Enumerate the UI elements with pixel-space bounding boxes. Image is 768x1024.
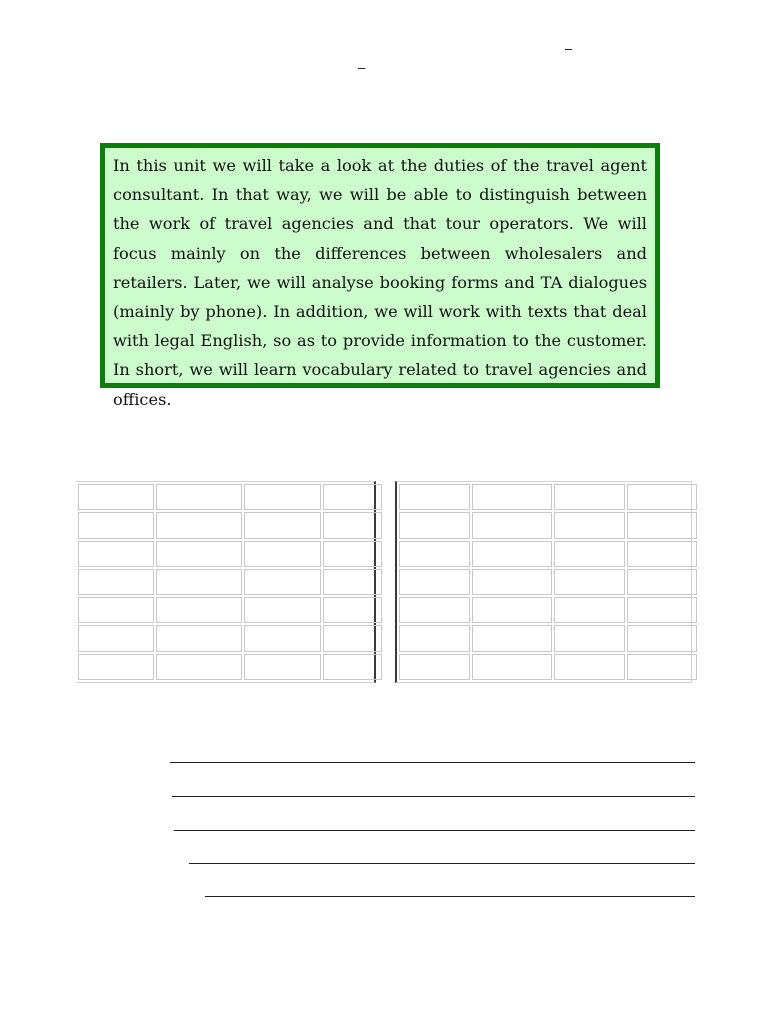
dash-mark: –	[358, 60, 366, 75]
grid-cell[interactable]	[554, 654, 625, 680]
grid-row-left	[78, 484, 382, 510]
grid-cell[interactable]	[244, 512, 321, 538]
grid-row-right	[399, 541, 697, 567]
grid-cell[interactable]	[323, 484, 382, 510]
grid-cell[interactable]	[554, 625, 625, 651]
grid-cell[interactable]	[156, 541, 242, 567]
grid-cell[interactable]	[323, 541, 382, 567]
grid-row-right	[399, 597, 697, 623]
grid-cell[interactable]	[627, 654, 697, 680]
empty-grid-right	[395, 481, 692, 683]
answer-line[interactable]	[172, 796, 695, 797]
grid-cell[interactable]	[78, 569, 154, 595]
dash-mark: –	[565, 41, 573, 56]
grid-cell[interactable]	[78, 484, 154, 510]
grid-table-left	[76, 482, 384, 682]
grid-cell[interactable]	[244, 484, 321, 510]
grid-cell[interactable]	[554, 541, 625, 567]
grid-cell[interactable]	[323, 569, 382, 595]
grid-cell[interactable]	[399, 597, 470, 623]
grid-cell[interactable]	[554, 512, 625, 538]
grid-cell[interactable]	[472, 512, 552, 538]
grid-row-left	[78, 654, 382, 680]
grid-row-left	[78, 597, 382, 623]
grid-cell[interactable]	[78, 541, 154, 567]
grid-cell[interactable]	[627, 512, 697, 538]
grid-table-right	[397, 482, 699, 682]
grid-row-left	[78, 569, 382, 595]
answer-line[interactable]	[170, 762, 695, 763]
grid-cell[interactable]	[323, 597, 382, 623]
grid-cell[interactable]	[244, 597, 321, 623]
grid-cell[interactable]	[399, 625, 470, 651]
grid-cell[interactable]	[399, 654, 470, 680]
answer-line[interactable]	[174, 830, 695, 831]
answer-line[interactable]	[189, 863, 695, 864]
empty-grid-left	[76, 481, 376, 683]
grid-cell[interactable]	[323, 625, 382, 651]
grid-cell[interactable]	[156, 625, 242, 651]
grid-cell[interactable]	[627, 484, 697, 510]
grid-cell[interactable]	[627, 625, 697, 651]
grid-cell[interactable]	[472, 654, 552, 680]
grid-cell[interactable]	[244, 625, 321, 651]
answer-line[interactable]	[205, 896, 695, 897]
grid-cell[interactable]	[472, 484, 552, 510]
grid-cell[interactable]	[627, 597, 697, 623]
grid-row-left	[78, 512, 382, 538]
grid-cell[interactable]	[627, 569, 697, 595]
grid-cell[interactable]	[554, 569, 625, 595]
grid-cell[interactable]	[78, 625, 154, 651]
grid-cell[interactable]	[244, 654, 321, 680]
grid-row-right	[399, 654, 697, 680]
grid-cell[interactable]	[472, 597, 552, 623]
grid-row-right	[399, 625, 697, 651]
grid-cell[interactable]	[323, 512, 382, 538]
grid-cell[interactable]	[554, 484, 625, 510]
grid-cell[interactable]	[244, 569, 321, 595]
grid-row-left	[78, 541, 382, 567]
grid-cell[interactable]	[399, 569, 470, 595]
grid-cell[interactable]	[156, 569, 242, 595]
grid-row-left	[78, 625, 382, 651]
grid-cell[interactable]	[156, 654, 242, 680]
grid-cell[interactable]	[627, 541, 697, 567]
grid-row-right	[399, 569, 697, 595]
grid-cell[interactable]	[472, 625, 552, 651]
grid-cell[interactable]	[156, 484, 242, 510]
unit-intro-box	[100, 143, 660, 409]
grid-cell[interactable]	[78, 597, 154, 623]
grid-cell[interactable]	[472, 541, 552, 567]
unit-intro-text: In this unit we will take a look at the duties of the travel agent consultant. In that way, we will be able to distinguish between the work of travel agencies and that tour operators. We will focus mainly on the differences between wholesalers and retailers. Later, we will analyse booking forms and TA dialogues (mainly by phone). In addition, we will work with texts that deal with legal English, so as to provide information to the customer. In short, we will learn vocabulary related to travel agencies and offices.	[113, 156, 647, 409]
grid-cell[interactable]	[554, 597, 625, 623]
grid-row-right	[399, 512, 697, 538]
grid-cell[interactable]	[323, 654, 382, 680]
grid-cell[interactable]	[244, 541, 321, 567]
grid-row-right	[399, 484, 697, 510]
grid-cell[interactable]	[156, 512, 242, 538]
grid-cell[interactable]	[472, 569, 552, 595]
grid-cell[interactable]	[399, 484, 470, 510]
grid-cell[interactable]	[156, 597, 242, 623]
grid-cell[interactable]	[399, 512, 470, 538]
grid-cell[interactable]	[399, 541, 470, 567]
grid-cell[interactable]	[78, 654, 154, 680]
grid-cell[interactable]	[78, 512, 154, 538]
